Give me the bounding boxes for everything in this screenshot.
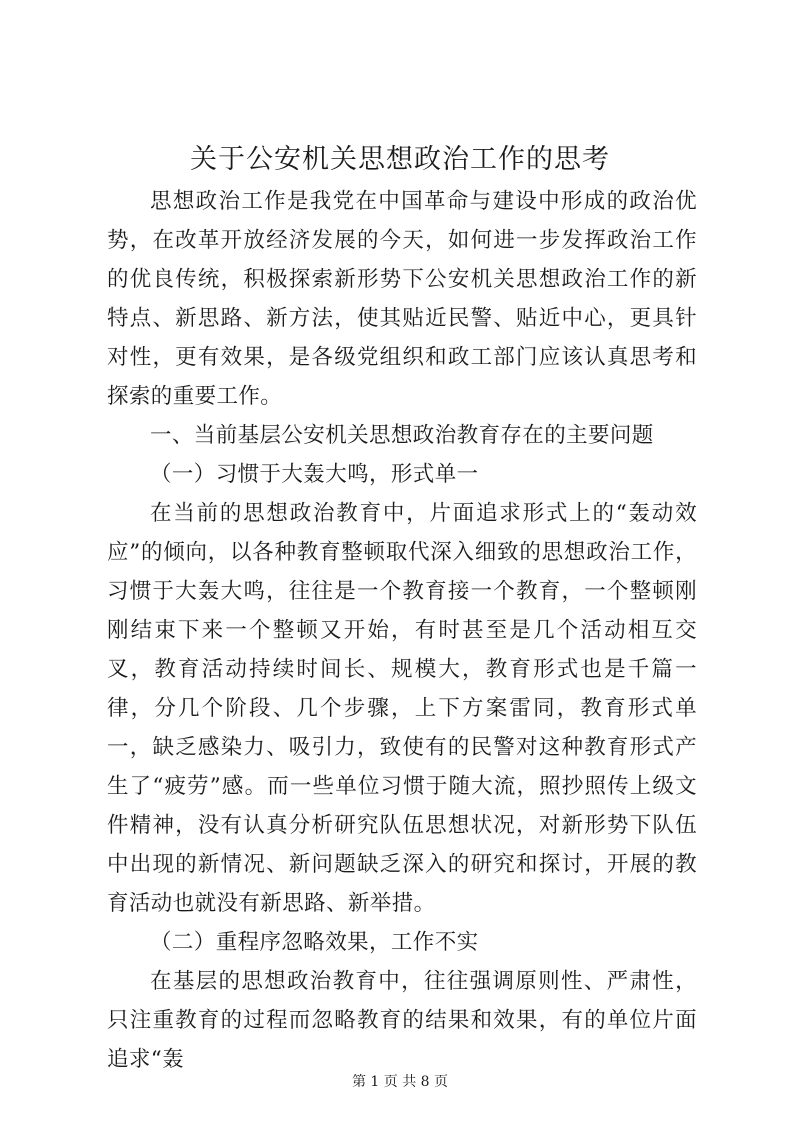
subsection-heading-1: （一）习惯于大轰大鸣，形式单一 [150,462,479,487]
document-title: 关于公安机关思想政治工作的思考 [190,144,610,175]
section-heading-1: 一、当前基层公安机关思想政治教育存在的主要问题 [150,423,654,448]
subsection-paragraph-2: 在基层的思想政治教育中，往往强调原则性、严肃性，只注重教育的过程而忽略教育的结果和效果，有的单位片面追求“轰 [107,969,697,1072]
subsection-paragraph-1: 在当前的思想政治教育中，片面追求形式上的“轰动效应”的倾向，以各种教育整顿取代深入细致的思想政治工作，习惯于大轰大鸣，往往是一个教育接一个教育，一个整顿刚刚结束下来一个整顿又开始，有时甚至是几个活动相互交叉，教育活动持续时间长、规模大，教育形式也是千篇一律，分几个阶段、几个步骤，上下方案雷同，教育形式单一，缺乏感染力、吸引力，致使有的民警对这种教育形式产生了“疲劳”感。而一些单位习惯于随大流，照抄照传上级文件精神，没有认真分析研究队伍思想状况，对新形势下队伍中出现的新情况、新问题缺乏深入的研究和探讨，开展的教育活动也就没有新思路、新举措。 [107,501,697,916]
document-body [107,182,697,1079]
page-number-footer: 第 1 页 共 8 页 [351,1074,449,1090]
subsection-heading-2: （二）重程序忽略效果，工作不实 [150,930,479,955]
intro-paragraph: 思想政治工作是我党在中国革命与建设中形成的政治优势，在改革开放经济发展的今天，如何进一步发挥政治工作的优良传统，积极探索新形势下公安机关思想政治工作的新特点、新思路、新方法，使其贴近民警、贴近中心，更具针对性，更有效果，是各级党组织和政工部门应该认真思考和探索的重要工作。 [107,189,697,409]
